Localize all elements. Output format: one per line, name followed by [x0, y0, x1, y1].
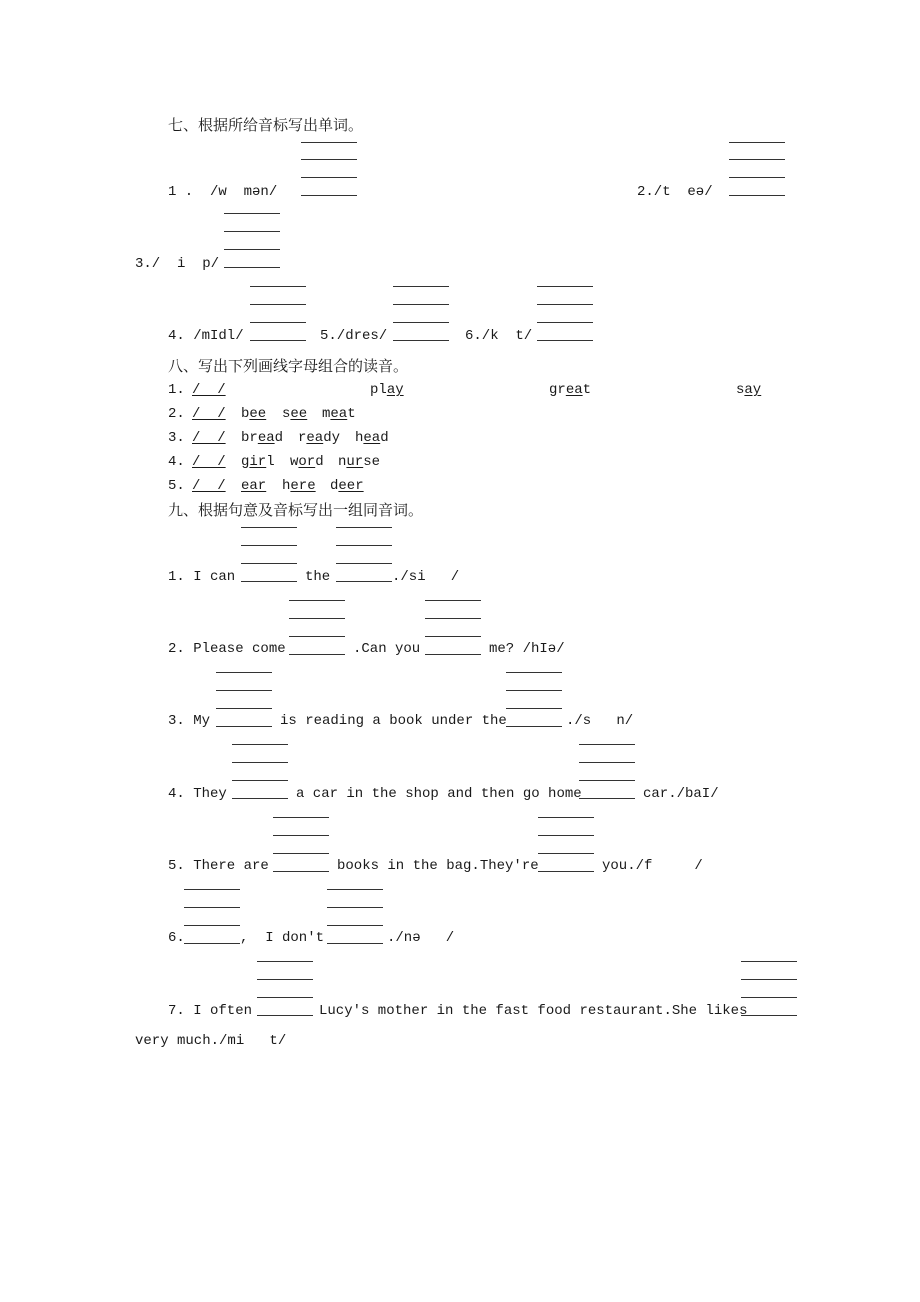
answer-blank-9-6a[interactable]: [184, 943, 240, 944]
phonetic-item-1: 1 . /w mən/: [168, 184, 278, 200]
answer-stack-line: [250, 304, 306, 305]
word-prefix: h: [282, 478, 291, 494]
row-number: 2.: [168, 406, 185, 422]
row-number: 5.: [168, 478, 185, 494]
sentence-5-part-b: books in the bag.They're: [337, 858, 539, 874]
phonetic-item-2: 2./t eə/: [637, 184, 713, 200]
underlined-letters: eer: [338, 478, 364, 494]
word-suffix: l: [266, 454, 275, 470]
section-9-title: 九、根据句意及音标写出一组同音词。: [168, 501, 424, 519]
word-prefix: s: [736, 382, 745, 398]
phonetic-answer-slot[interactable]: / /: [192, 382, 226, 398]
answer-blank-9-4a[interactable]: [232, 798, 288, 799]
underlined-letters: ir: [249, 454, 267, 470]
answer-stack-line: [336, 563, 392, 564]
answer-blank-5[interactable]: [393, 340, 449, 341]
answer-blank-9-4b[interactable]: [579, 798, 635, 799]
word-suffix: t: [582, 382, 592, 398]
phonetic-answer-slot[interactable]: / /: [192, 406, 226, 422]
answer-blank-2[interactable]: [729, 195, 785, 196]
answer-blank-9-7b[interactable]: [741, 1015, 797, 1016]
word-see: [282, 406, 307, 422]
answer-stack-line: [257, 979, 313, 980]
word-suffix: dy: [323, 430, 341, 446]
answer-blank-9-3b[interactable]: [506, 726, 562, 727]
answer-blank-9-5a[interactable]: [273, 871, 329, 872]
underlined-letters: ea: [306, 430, 324, 446]
answer-stack-line: [729, 142, 785, 143]
answer-stack-line: [729, 177, 785, 178]
underlined-letters: ea: [363, 430, 381, 446]
word-prefix: g: [241, 454, 250, 470]
answer-stack-line: [537, 322, 593, 323]
underlined-letters: ur: [346, 454, 364, 470]
word-prefix: s: [282, 406, 291, 422]
word-suffix: d: [380, 430, 389, 446]
phonetic-item-6: 6./k t/: [465, 328, 533, 344]
answer-stack-line: [537, 286, 593, 287]
word-girl: [241, 454, 275, 470]
answer-blank-9-7a[interactable]: [257, 1015, 313, 1016]
word-meat: [322, 406, 356, 422]
underlined-letters: ay: [386, 382, 404, 398]
answer-stack-line: [289, 600, 345, 601]
word-bee: [241, 406, 266, 422]
word-prefix: n: [338, 454, 347, 470]
underlined-letters: or: [298, 454, 316, 470]
answer-stack-line: [232, 762, 288, 763]
answer-stack-line: [506, 708, 562, 709]
answer-stack-line: [241, 545, 297, 546]
answer-stack-line: [250, 322, 306, 323]
answer-stack-line: [741, 997, 797, 998]
sentence-1-part-c: ./si /: [392, 569, 460, 585]
answer-stack-line: [184, 925, 240, 926]
word-prefix: w: [290, 454, 299, 470]
answer-blank-9-5b[interactable]: [538, 871, 594, 872]
answer-stack-line: [216, 690, 272, 691]
answer-stack-line: [232, 744, 288, 745]
answer-stack-line: [327, 889, 383, 890]
word-deer: [330, 478, 364, 494]
answer-blank-9-2b[interactable]: [425, 654, 481, 655]
answer-stack-line: [273, 835, 329, 836]
underlined-letters: ea: [330, 406, 348, 422]
word-prefix: pl: [370, 382, 387, 398]
word-suffix: t: [347, 406, 356, 422]
sentence-3-part-b: is reading a book under the: [280, 713, 507, 729]
answer-stack-line: [289, 618, 345, 619]
word-suffix: d: [315, 454, 324, 470]
answer-stack-line: [336, 527, 392, 528]
word-suffix: d: [274, 430, 284, 446]
sentence-5-part-a: 5. There are: [168, 858, 269, 874]
underlined-letters: ea: [565, 382, 583, 398]
answer-stack-line: [579, 780, 635, 781]
answer-stack-line: [741, 979, 797, 980]
answer-stack-line: [257, 997, 313, 998]
answer-blank-9-2a[interactable]: [289, 654, 345, 655]
word-suffix: se: [363, 454, 381, 470]
word-nurse: [338, 454, 380, 470]
underlined-letters: ear: [241, 478, 267, 494]
word-head: [355, 430, 389, 446]
answer-blank-9-3a[interactable]: [216, 726, 272, 727]
word-word: [290, 454, 324, 470]
word-great: [549, 382, 591, 398]
sentence-1-part-b: the: [305, 569, 331, 585]
sentence-3-part-c: ./s n/: [566, 713, 634, 729]
sentence-2-part-a: 2. Please come: [168, 641, 286, 657]
row-number: 1.: [168, 382, 185, 398]
answer-stack-line: [232, 780, 288, 781]
answer-blank-4[interactable]: [250, 340, 306, 341]
word-prefix: r: [298, 430, 307, 446]
phonetic-item-5: 5./dres/: [320, 328, 388, 344]
word-prefix: br: [241, 430, 258, 446]
answer-stack-line: [537, 304, 593, 305]
underlined-letters: ea: [257, 430, 275, 446]
word-bread: [241, 430, 283, 446]
sentence-6-part-b: , I don't: [240, 930, 325, 946]
section-7-title: 七、根据所给音标写出单词。: [168, 116, 364, 134]
sentence-6-part-a: 6.: [168, 930, 185, 946]
sentence-7-part-b: Lucy's mother in the fast food restaurant.She likes: [319, 1003, 748, 1019]
answer-stack-line: [301, 159, 357, 160]
answer-stack-line: [184, 907, 240, 908]
row-number: 4.: [168, 454, 185, 470]
sentence-1-part-a: 1. I can: [168, 569, 236, 585]
answer-stack-line: [257, 961, 313, 962]
word-prefix: gr: [549, 382, 566, 398]
answer-stack-line: [301, 142, 357, 143]
answer-stack-line: [425, 600, 481, 601]
word-prefix: m: [322, 406, 331, 422]
answer-stack-line: [336, 545, 392, 546]
sentence-4-part-a: 4. They: [168, 786, 227, 802]
sentence-5-part-c: you./f /: [602, 858, 703, 874]
phonetic-item-4: 4. /mIdl/: [168, 328, 244, 344]
sentence-2-part-c: me? /hIə/: [489, 641, 565, 657]
answer-stack-line: [538, 835, 594, 836]
answer-blank-1[interactable]: [301, 195, 357, 196]
phonetic-item-3: 3./ i p/: [135, 256, 220, 272]
sentence-3-part-a: 3. My: [168, 713, 211, 729]
answer-stack-line: [579, 762, 635, 763]
phonetic-answer-slot[interactable]: / /: [192, 454, 226, 470]
answer-stack-line: [224, 231, 280, 232]
answer-stack-line: [289, 636, 345, 637]
answer-stack-line: [224, 249, 280, 250]
underlined-letters: ere: [290, 478, 316, 494]
word-prefix: d: [330, 478, 339, 494]
sentence-2-part-b: .Can you: [353, 641, 421, 657]
word-ear: [241, 478, 266, 494]
word-ready: [298, 430, 340, 446]
answer-stack-line: [184, 889, 240, 890]
answer-stack-line: [506, 672, 562, 673]
answer-stack-line: [393, 286, 449, 287]
phonetic-answer-slot[interactable]: / /: [192, 478, 226, 494]
underlined-letters: ee: [249, 406, 267, 422]
answer-stack-line: [538, 853, 594, 854]
answer-stack-line: [224, 213, 280, 214]
answer-blank-3[interactable]: [224, 267, 280, 268]
answer-stack-line: [327, 907, 383, 908]
answer-blank-9-6b[interactable]: [327, 943, 383, 944]
answer-stack-line: [216, 708, 272, 709]
word-prefix: b: [241, 406, 250, 422]
answer-stack-line: [327, 925, 383, 926]
answer-stack-line: [273, 853, 329, 854]
underlined-letters: ay: [744, 382, 762, 398]
answer-stack-line: [273, 817, 329, 818]
answer-blank-9-1b[interactable]: [336, 581, 392, 582]
row-number: 3.: [168, 430, 185, 446]
underlined-letters: ee: [290, 406, 308, 422]
answer-stack-line: [579, 744, 635, 745]
answer-stack-line: [506, 690, 562, 691]
answer-stack-line: [241, 563, 297, 564]
answer-stack-line: [241, 527, 297, 528]
answer-blank-6[interactable]: [537, 340, 593, 341]
answer-stack-line: [729, 159, 785, 160]
word-play: [370, 382, 404, 398]
answer-stack-line: [393, 322, 449, 323]
answer-stack-line: [393, 304, 449, 305]
answer-stack-line: [425, 636, 481, 637]
sentence-7-part-a: 7. I often: [168, 1003, 253, 1019]
answer-stack-line: [301, 177, 357, 178]
answer-stack-line: [216, 672, 272, 673]
phonetic-answer-slot[interactable]: / /: [192, 430, 226, 446]
word-say: [736, 382, 761, 398]
answer-stack-line: [741, 961, 797, 962]
word-here: [282, 478, 316, 494]
sentence-4-part-c: car./baI/: [643, 786, 719, 802]
section-8-title: 八、写出下列画线字母组合的读音。: [168, 357, 409, 375]
sentence-7-part-c: very much./mi t/: [135, 1033, 287, 1049]
sentence-4-part-b: a car in the shop and then go home: [296, 786, 582, 802]
word-prefix: h: [355, 430, 364, 446]
answer-stack-line: [538, 817, 594, 818]
answer-blank-9-1a[interactable]: [241, 581, 297, 582]
answer-stack-line: [250, 286, 306, 287]
sentence-6-part-c: ./nə /: [387, 930, 455, 946]
answer-stack-line: [425, 618, 481, 619]
